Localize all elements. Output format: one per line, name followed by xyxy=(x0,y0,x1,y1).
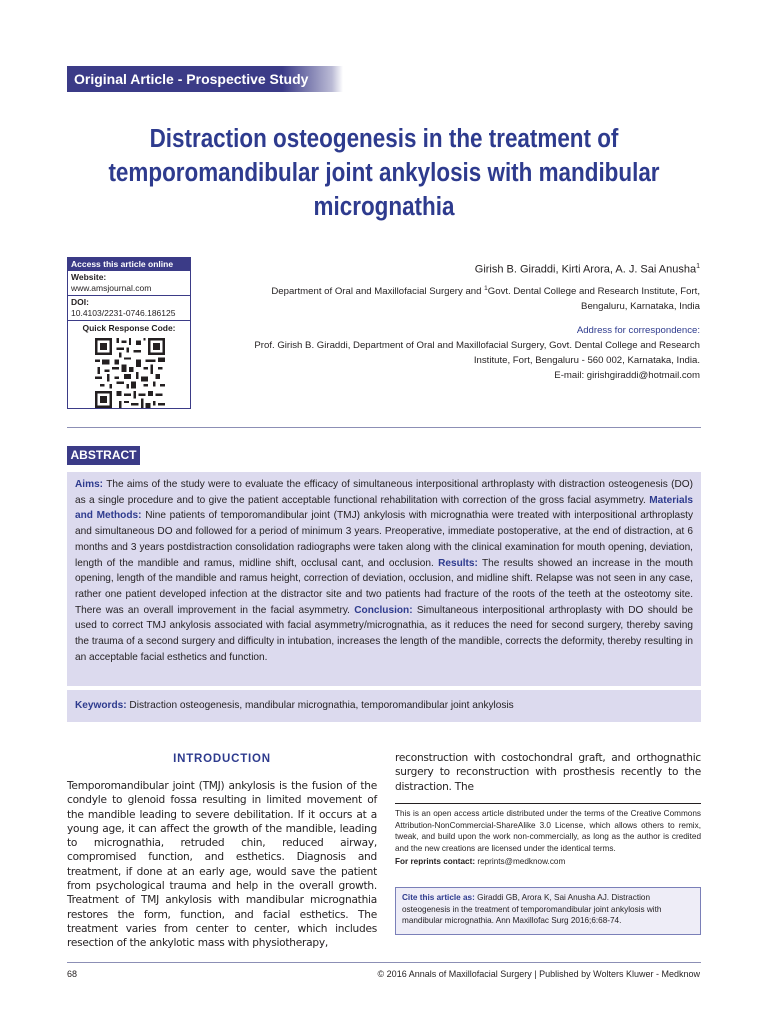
license-divider xyxy=(395,803,701,804)
correspondence-label: Address for correspondence: xyxy=(576,325,700,336)
correspondence-address: Prof. Girish B. Giraddi, Department of Oral and Maxillofacial Surgery, Govt. Dental College and Research Institute, Fort, Bengaluru - 560 002, Karnataka, India. xyxy=(254,340,700,366)
conclusion-text: Simultaneous interpositional arthroplasty with DO should be used to correct TMJ ankylosis associated with facial asymmetry/micrognathia, as it reduces the need for second surgery, thereby saving the trauma of a second surgery and difficulty in intubation, increases the length of the mandible, corrects the deformity, thereby resulting in an acceptable facial esthetics and function. xyxy=(75,604,693,663)
qr-label: Quick Response Code: xyxy=(82,323,176,333)
methods-label: Materials and Methods: xyxy=(75,494,693,522)
methods-text: Nine patients of temporomandibular joint (TMJ) ankylosis with micrognathia were treated with interpositional arthroplasty and simultaneous DO and followed for a period of minimum 3 years. Preoperative, immediate postoperative, at the end of distraction, at 6 months and 3 years postdistraction consolidation radiographs were taken along with the clinical examination for mouth opening, deviation, length of the mandible and ramus, midline shift, occlusal cant, and occlusion. xyxy=(75,510,694,569)
authors-text: Girish B. Giraddi, Kirti Arora, A. J. Sai Anusha xyxy=(474,263,697,276)
license-notice: This is an open access article distributed under the terms of the Creative Commons Attribution-NonCommercial-ShareAlike 3.0 License, which allows others to remix, tweak, and build upon the work non-commercially, as long as the author is credited and the new creations are licensed under the identical terms. xyxy=(395,809,701,853)
keywords-box xyxy=(67,690,701,722)
introduction-left-column: Temporomandibular joint (TMJ) ankylosis is the fusion of the condyle to glenoid fossa resulting in limited movement of the mandible leading to severe debilitation. If it occurs at a young age, it can affect the growth of the mandible, leading to micrognathia, retruded chin, reduced airway, compromised function, and esthetics. Diagnosis and treatment, if done at an early age, would save the patient from psychological trauma and help in the overall growth. Treatment of TMJ ankylosis with mandibular micrognathia restores the form, function, and facial esthetics. The treatment varies from center to center, which includes resection of the ankylotic mass with physiotherapy, xyxy=(67,780,377,950)
website-link[interactable]: www.amsjournal.com xyxy=(71,283,152,293)
affiliation-pre: Department of Oral and Maxillofacial Surgery and xyxy=(271,286,485,298)
website-label: Website: xyxy=(71,272,107,282)
cite-text: Giraddi GB, Arora K, Sai Anusha AJ. Distraction osteogenesis in the treatment of temporomandibular joint ankylosis with mandibular micrognathia. Ann Maxillofac Surg 2016;6:68-74. xyxy=(402,893,662,925)
footer-divider xyxy=(67,962,701,963)
website-row xyxy=(68,271,190,296)
introduction-right-column: reconstruction with costochondral graft, and orthognathic surgery to reconstruction with prosthesis recently to the distraction. The xyxy=(395,752,701,793)
keywords-text: Distraction osteogenesis, mandibular micrognathia, temporomandibular joint ankylosis xyxy=(126,700,514,711)
reprints-email[interactable]: reprints@medknow.com xyxy=(475,857,566,866)
aims-label: Aims: xyxy=(75,479,104,490)
doi-value[interactable]: 10.4103/2231-0746.186125 xyxy=(71,308,176,318)
results-text: The results showed an increase in the mouth opening, length of the mandible and ramus height, correction of deviation, occlusion, and midline shift. Relapse was not seen in any case, rather one patient developed infection at the distractor site and two patients had fracture of the roots of the teeth at the osteotomy site. There was an overall improvement in the facial asymmetry. xyxy=(75,557,693,616)
qr-code-icon xyxy=(95,338,165,408)
divider xyxy=(67,427,701,428)
citation-box xyxy=(395,887,701,935)
conclusion-label: Conclusion: xyxy=(354,604,413,616)
results-label: Results: xyxy=(438,557,478,569)
affiliation xyxy=(230,282,700,314)
authors-superscript: 1 xyxy=(696,263,700,270)
reprints-label: For reprints contact: xyxy=(395,857,476,866)
abstract-body xyxy=(67,472,701,686)
access-heading: Access this article online xyxy=(68,258,190,271)
article-type-banner: Original Article - Prospective Study xyxy=(67,66,343,92)
affiliation-post: Govt. Dental College and Research Institute, Fort, Bengaluru, Karnataka, India xyxy=(487,286,700,312)
reprints-line xyxy=(395,857,565,866)
doi-row xyxy=(68,296,190,321)
keywords-label: Keywords: xyxy=(75,700,127,711)
author-list xyxy=(475,263,700,276)
doi-label: DOI: xyxy=(71,297,89,307)
correspondence-email[interactable]: E-mail: girishgiraddi@hotmail.com xyxy=(554,370,700,381)
article-title: Distraction osteogenesis in the treatment of temporomandibular joint ankylosis with mandibular micrognathia xyxy=(108,125,660,221)
footer-publisher: © 2016 Annals of Maxillofacial Surgery | Published by Wolters Kluwer - Medknow xyxy=(377,969,700,979)
correspondence-block xyxy=(230,338,700,383)
abstract-label: ABSTRACT xyxy=(67,446,140,465)
aims-text: The aims of the study were to evaluate the efficacy of simultaneous interpositional arthroplasty with distraction osteogenesis (DO) as a single procedure and to give the patient acceptable functional rehabilitation with correction of the gross facial asymmetry. xyxy=(75,479,693,506)
access-article-box xyxy=(67,257,191,409)
page-number: 68 xyxy=(67,969,78,979)
affiliation-superscript: 1 xyxy=(484,285,488,292)
section-heading-introduction: INTRODUCTION xyxy=(173,753,271,765)
cite-label: Cite this article as: xyxy=(402,893,475,902)
